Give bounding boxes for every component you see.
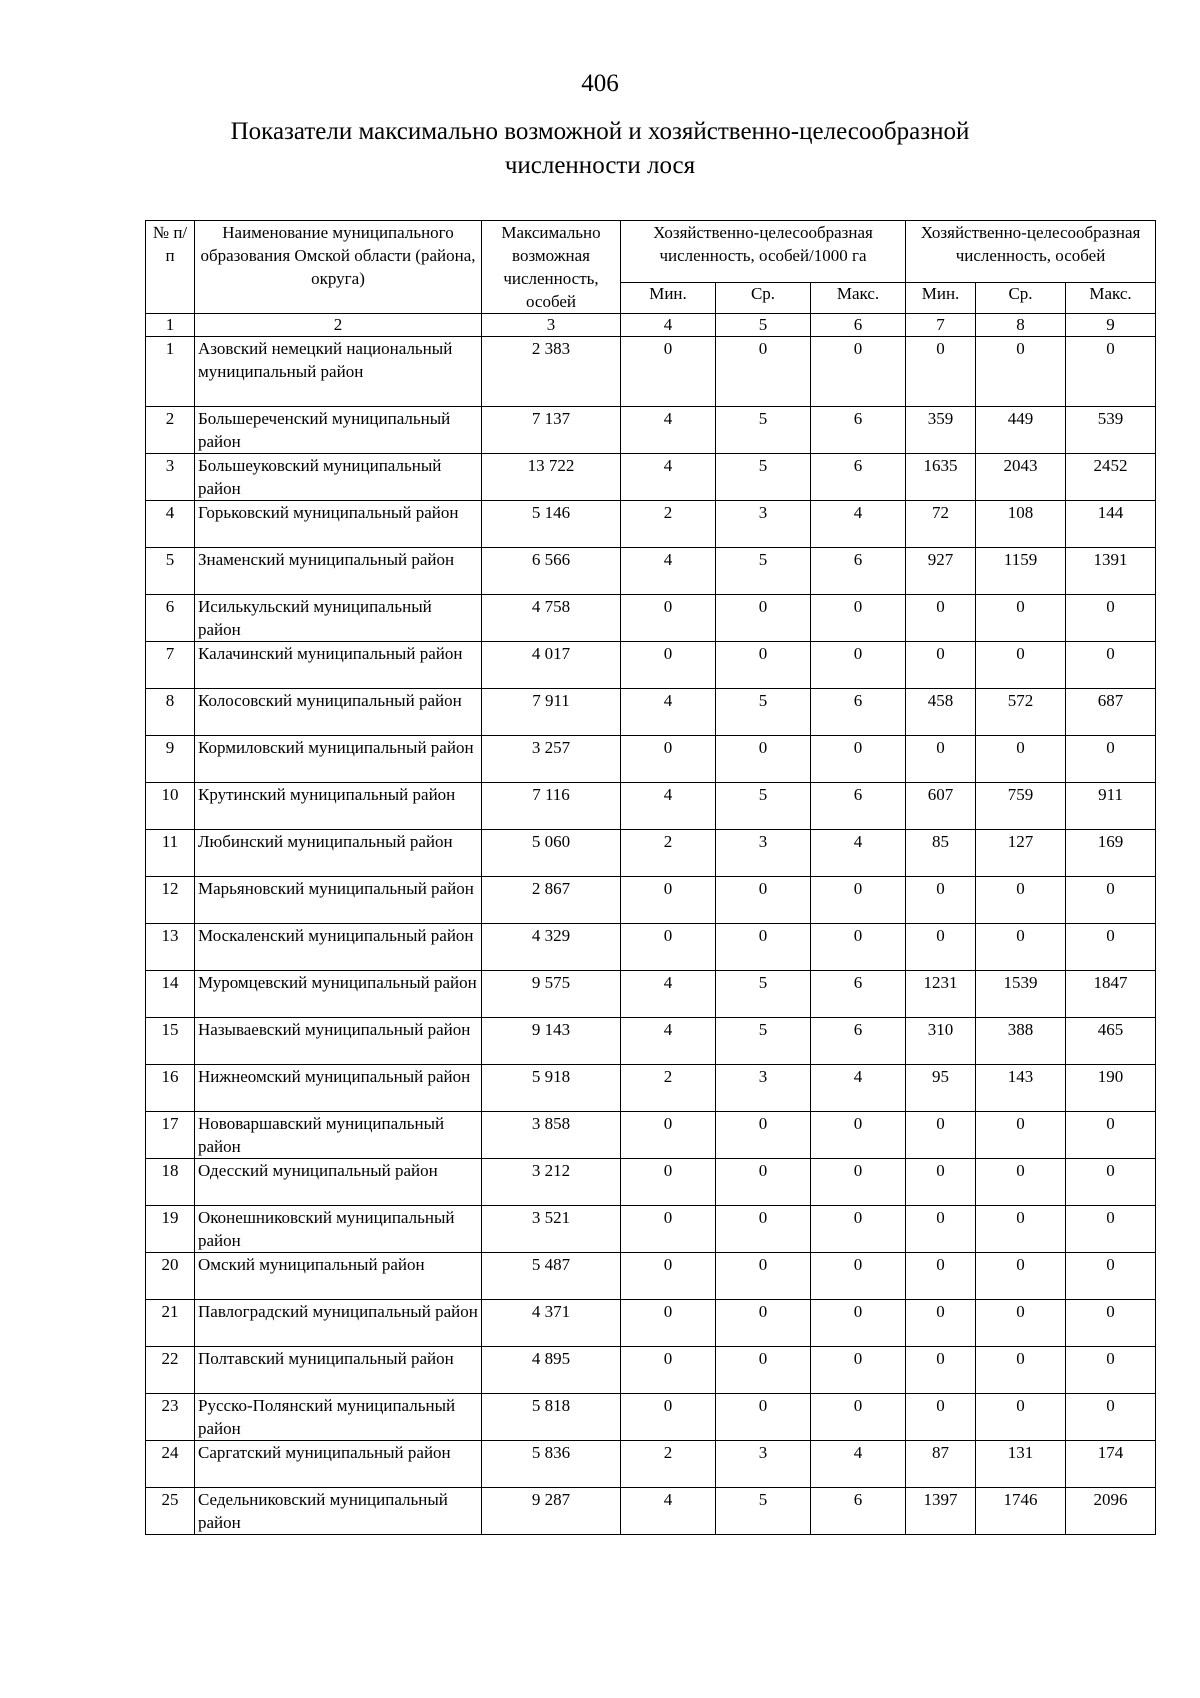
max-possible-count: 9 575 <box>482 971 621 1018</box>
column-index-row <box>146 314 1156 337</box>
column-index: 5 <box>716 314 811 337</box>
density-max: 0 <box>811 1159 906 1206</box>
row-number: 21 <box>146 1300 195 1347</box>
density-max: 4 <box>811 1065 906 1112</box>
density-max: 0 <box>811 1253 906 1300</box>
count-min: 87 <box>906 1441 976 1488</box>
column-index: 9 <box>1066 314 1156 337</box>
count-max: 169 <box>1066 830 1156 877</box>
count-min: 0 <box>906 595 976 642</box>
district-name: Марьяновский муниципальный район <box>195 877 482 924</box>
count-avg: 0 <box>976 642 1066 689</box>
header-no: № п/п <box>146 221 195 314</box>
density-max: 4 <box>811 501 906 548</box>
row-number: 1 <box>146 337 195 407</box>
district-name: Называевский муниципальный район <box>195 1018 482 1065</box>
count-max: 1391 <box>1066 548 1156 595</box>
max-possible-count: 3 212 <box>482 1159 621 1206</box>
density-avg: 0 <box>716 1112 811 1159</box>
district-name: Горьковский муниципальный район <box>195 501 482 548</box>
table-row <box>146 1018 1156 1065</box>
table-row <box>146 924 1156 971</box>
density-min: 0 <box>621 736 716 783</box>
count-avg: 572 <box>976 689 1066 736</box>
district-name: Оконешниковский муниципальный район <box>195 1206 482 1253</box>
density-max: 4 <box>811 1441 906 1488</box>
district-name: Полтавский муниципальный район <box>195 1347 482 1394</box>
density-max: 0 <box>811 1112 906 1159</box>
density-avg: 5 <box>716 548 811 595</box>
count-min: 0 <box>906 1112 976 1159</box>
district-name: Муромцевский муниципальный район <box>195 971 482 1018</box>
density-max: 6 <box>811 1018 906 1065</box>
count-min: 95 <box>906 1065 976 1112</box>
max-possible-count: 5 487 <box>482 1253 621 1300</box>
density-avg: 5 <box>716 1488 811 1535</box>
count-max: 2452 <box>1066 454 1156 501</box>
column-index: 8 <box>976 314 1066 337</box>
density-min: 2 <box>621 501 716 548</box>
count-avg: 449 <box>976 407 1066 454</box>
density-avg: 0 <box>716 1347 811 1394</box>
row-number: 6 <box>146 595 195 642</box>
header-max-possible: Максимально возможная численность, особей <box>482 221 621 314</box>
max-possible-count: 3 858 <box>482 1112 621 1159</box>
density-avg: 0 <box>716 1159 811 1206</box>
column-index: 7 <box>906 314 976 337</box>
count-min: 1397 <box>906 1488 976 1535</box>
density-avg: 0 <box>716 736 811 783</box>
count-min: 0 <box>906 736 976 783</box>
density-max: 0 <box>811 877 906 924</box>
count-min: 0 <box>906 1394 976 1441</box>
max-possible-count: 7 116 <box>482 783 621 830</box>
count-avg: 0 <box>976 595 1066 642</box>
district-name: Калачинский муниципальный район <box>195 642 482 689</box>
count-avg: 0 <box>976 924 1066 971</box>
density-avg: 5 <box>716 783 811 830</box>
count-max: 687 <box>1066 689 1156 736</box>
district-name: Большеуковский муниципальный район <box>195 454 482 501</box>
table-row <box>146 1394 1156 1441</box>
count-avg: 0 <box>976 1253 1066 1300</box>
density-min: 0 <box>621 1347 716 1394</box>
count-avg: 0 <box>976 1112 1066 1159</box>
row-number: 3 <box>146 454 195 501</box>
moose-population-table <box>145 220 1156 1535</box>
table-row <box>146 1159 1156 1206</box>
count-min: 0 <box>906 1253 976 1300</box>
density-max: 6 <box>811 783 906 830</box>
density-max: 6 <box>811 1488 906 1535</box>
row-number: 4 <box>146 501 195 548</box>
header-count-min: Мин. <box>906 283 976 314</box>
district-name: Любинский муниципальный район <box>195 830 482 877</box>
count-max: 2096 <box>1066 1488 1156 1535</box>
density-min: 0 <box>621 1112 716 1159</box>
density-avg: 5 <box>716 454 811 501</box>
row-number: 15 <box>146 1018 195 1065</box>
density-min: 0 <box>621 924 716 971</box>
count-avg: 0 <box>976 877 1066 924</box>
density-max: 0 <box>811 642 906 689</box>
density-avg: 0 <box>716 877 811 924</box>
density-avg: 5 <box>716 971 811 1018</box>
count-max: 190 <box>1066 1065 1156 1112</box>
max-possible-count: 5 836 <box>482 1441 621 1488</box>
count-max: 0 <box>1066 1300 1156 1347</box>
max-possible-count: 6 566 <box>482 548 621 595</box>
column-index: 3 <box>482 314 621 337</box>
count-avg: 108 <box>976 501 1066 548</box>
count-min: 927 <box>906 548 976 595</box>
max-possible-count: 7 137 <box>482 407 621 454</box>
count-max: 0 <box>1066 1347 1156 1394</box>
count-avg: 127 <box>976 830 1066 877</box>
density-avg: 0 <box>716 1253 811 1300</box>
table-row <box>146 736 1156 783</box>
count-avg: 0 <box>976 1394 1066 1441</box>
count-avg: 1539 <box>976 971 1066 1018</box>
count-min: 0 <box>906 337 976 407</box>
count-max: 0 <box>1066 924 1156 971</box>
count-avg: 0 <box>976 736 1066 783</box>
count-max: 0 <box>1066 642 1156 689</box>
count-max: 465 <box>1066 1018 1156 1065</box>
table-row <box>146 1206 1156 1253</box>
count-max: 539 <box>1066 407 1156 454</box>
district-name: Большереченский муниципальный район <box>195 407 482 454</box>
density-avg: 3 <box>716 1065 811 1112</box>
density-avg: 0 <box>716 595 811 642</box>
count-max: 0 <box>1066 1394 1156 1441</box>
header-density-max: Макс. <box>811 283 906 314</box>
count-min: 0 <box>906 924 976 971</box>
district-name: Москаленский муниципальный район <box>195 924 482 971</box>
table-row <box>146 1065 1156 1112</box>
count-max: 0 <box>1066 595 1156 642</box>
district-name: Русско-Полянский муниципальный район <box>195 1394 482 1441</box>
count-min: 458 <box>906 689 976 736</box>
count-avg: 1746 <box>976 1488 1066 1535</box>
column-index: 6 <box>811 314 906 337</box>
max-possible-count: 3 521 <box>482 1206 621 1253</box>
density-min: 0 <box>621 1206 716 1253</box>
count-avg: 143 <box>976 1065 1066 1112</box>
row-number: 16 <box>146 1065 195 1112</box>
row-number: 13 <box>146 924 195 971</box>
column-index: 4 <box>621 314 716 337</box>
row-number: 17 <box>146 1112 195 1159</box>
density-max: 0 <box>811 595 906 642</box>
row-number: 10 <box>146 783 195 830</box>
header-density-avg: Ср. <box>716 283 811 314</box>
density-min: 0 <box>621 1253 716 1300</box>
district-name: Колосовский муниципальный район <box>195 689 482 736</box>
max-possible-count: 7 911 <box>482 689 621 736</box>
count-avg: 759 <box>976 783 1066 830</box>
count-avg: 2043 <box>976 454 1066 501</box>
count-max: 0 <box>1066 1253 1156 1300</box>
density-min: 0 <box>621 1159 716 1206</box>
header-count-group: Хозяйственно-целесообразная численность, особей <box>906 221 1156 283</box>
density-min: 4 <box>621 783 716 830</box>
count-avg: 0 <box>976 337 1066 407</box>
column-index: 2 <box>195 314 482 337</box>
district-name: Нижнеомский муниципальный район <box>195 1065 482 1112</box>
district-name: Кормиловский муниципальный район <box>195 736 482 783</box>
table-row <box>146 1112 1156 1159</box>
table-row <box>146 783 1156 830</box>
count-avg: 388 <box>976 1018 1066 1065</box>
table-row <box>146 689 1156 736</box>
table-row <box>146 595 1156 642</box>
count-avg: 1159 <box>976 548 1066 595</box>
count-min: 359 <box>906 407 976 454</box>
count-max: 0 <box>1066 1159 1156 1206</box>
density-min: 0 <box>621 1300 716 1347</box>
count-min: 85 <box>906 830 976 877</box>
count-min: 0 <box>906 642 976 689</box>
density-max: 0 <box>811 736 906 783</box>
district-name: Омский муниципальный район <box>195 1253 482 1300</box>
row-number: 14 <box>146 971 195 1018</box>
row-number: 23 <box>146 1394 195 1441</box>
count-max: 144 <box>1066 501 1156 548</box>
count-max: 174 <box>1066 1441 1156 1488</box>
max-possible-count: 5 918 <box>482 1065 621 1112</box>
district-name: Седельниковский муниципальный район <box>195 1488 482 1535</box>
title-line-1: Показатели максимально возможной и хозяйственно-целесообразной <box>230 118 970 145</box>
row-number: 9 <box>146 736 195 783</box>
count-avg: 0 <box>976 1347 1066 1394</box>
district-name: Исилькульский муниципальный район <box>195 595 482 642</box>
density-min: 4 <box>621 454 716 501</box>
count-min: 0 <box>906 1347 976 1394</box>
density-max: 0 <box>811 1206 906 1253</box>
count-max: 0 <box>1066 1112 1156 1159</box>
density-max: 6 <box>811 548 906 595</box>
density-avg: 5 <box>716 1018 811 1065</box>
density-min: 0 <box>621 595 716 642</box>
district-name: Одесский муниципальный район <box>195 1159 482 1206</box>
density-max: 6 <box>811 454 906 501</box>
density-avg: 5 <box>716 407 811 454</box>
row-number: 22 <box>146 1347 195 1394</box>
row-number: 7 <box>146 642 195 689</box>
density-min: 4 <box>621 407 716 454</box>
row-number: 24 <box>146 1441 195 1488</box>
table-row <box>146 877 1156 924</box>
count-min: 1635 <box>906 454 976 501</box>
count-avg: 0 <box>976 1206 1066 1253</box>
table-row <box>146 1347 1156 1394</box>
row-number: 8 <box>146 689 195 736</box>
density-min: 0 <box>621 642 716 689</box>
district-name: Азовский немецкий национальный муниципальный район <box>195 337 482 407</box>
table-row <box>146 501 1156 548</box>
row-number: 18 <box>146 1159 195 1206</box>
density-min: 2 <box>621 830 716 877</box>
density-max: 0 <box>811 924 906 971</box>
table-row <box>146 642 1156 689</box>
density-avg: 5 <box>716 689 811 736</box>
table-row <box>146 1441 1156 1488</box>
count-max: 0 <box>1066 1206 1156 1253</box>
header-count-avg: Ср. <box>976 283 1066 314</box>
density-min: 0 <box>621 1394 716 1441</box>
header-count-max: Макс. <box>1066 283 1156 314</box>
density-min: 4 <box>621 971 716 1018</box>
count-min: 1231 <box>906 971 976 1018</box>
row-number: 25 <box>146 1488 195 1535</box>
density-max: 4 <box>811 830 906 877</box>
count-avg: 0 <box>976 1159 1066 1206</box>
density-min: 4 <box>621 1488 716 1535</box>
count-max: 0 <box>1066 877 1156 924</box>
count-min: 72 <box>906 501 976 548</box>
count-min: 607 <box>906 783 976 830</box>
density-avg: 3 <box>716 1441 811 1488</box>
density-min: 0 <box>621 337 716 407</box>
row-number: 19 <box>146 1206 195 1253</box>
density-avg: 0 <box>716 924 811 971</box>
density-min: 4 <box>621 548 716 595</box>
row-number: 2 <box>146 407 195 454</box>
max-possible-count: 5 060 <box>482 830 621 877</box>
max-possible-count: 4 017 <box>482 642 621 689</box>
density-avg: 3 <box>716 501 811 548</box>
max-possible-count: 5 818 <box>482 1394 621 1441</box>
table-row <box>146 454 1156 501</box>
count-max: 0 <box>1066 337 1156 407</box>
count-max: 1847 <box>1066 971 1156 1018</box>
density-min: 0 <box>621 877 716 924</box>
row-number: 20 <box>146 1253 195 1300</box>
max-possible-count: 9 143 <box>482 1018 621 1065</box>
district-name: Крутинский муниципальный район <box>195 783 482 830</box>
density-avg: 3 <box>716 830 811 877</box>
density-avg: 0 <box>716 642 811 689</box>
count-avg: 0 <box>976 1300 1066 1347</box>
district-name: Павлоградский муниципальный район <box>195 1300 482 1347</box>
max-possible-count: 13 722 <box>482 454 621 501</box>
density-avg: 0 <box>716 1206 811 1253</box>
density-min: 4 <box>621 1018 716 1065</box>
max-possible-count: 4 329 <box>482 924 621 971</box>
row-number: 5 <box>146 548 195 595</box>
count-min: 0 <box>906 1206 976 1253</box>
max-possible-count: 3 257 <box>482 736 621 783</box>
table-row <box>146 1253 1156 1300</box>
table-row <box>146 971 1156 1018</box>
count-max: 911 <box>1066 783 1156 830</box>
district-name: Саргатский муниципальный район <box>195 1441 482 1488</box>
max-possible-count: 2 867 <box>482 877 621 924</box>
page-number: 406 <box>581 70 619 97</box>
count-avg: 131 <box>976 1441 1066 1488</box>
max-possible-count: 4 895 <box>482 1347 621 1394</box>
table-row <box>146 1488 1156 1535</box>
header-row-main <box>146 221 1156 283</box>
max-possible-count: 9 287 <box>482 1488 621 1535</box>
count-min: 0 <box>906 1159 976 1206</box>
density-avg: 0 <box>716 1300 811 1347</box>
density-max: 0 <box>811 1347 906 1394</box>
table-row <box>146 337 1156 407</box>
count-max: 0 <box>1066 736 1156 783</box>
header-density-group: Хозяйственно-целесообразная численность, особей/1000 га <box>621 221 906 283</box>
density-max: 6 <box>811 407 906 454</box>
density-max: 0 <box>811 1300 906 1347</box>
density-min: 2 <box>621 1441 716 1488</box>
count-min: 0 <box>906 877 976 924</box>
max-possible-count: 5 146 <box>482 501 621 548</box>
count-min: 310 <box>906 1018 976 1065</box>
table-row <box>146 1300 1156 1347</box>
row-number: 11 <box>146 830 195 877</box>
row-number: 12 <box>146 877 195 924</box>
count-min: 0 <box>906 1300 976 1347</box>
table-row <box>146 830 1156 877</box>
header-name: Наименование муниципального образования Омской области (района, округа) <box>195 221 482 314</box>
max-possible-count: 4 371 <box>482 1300 621 1347</box>
table-row <box>146 407 1156 454</box>
density-max: 6 <box>811 689 906 736</box>
density-avg: 0 <box>716 337 811 407</box>
header-density-min: Мин. <box>621 283 716 314</box>
max-possible-count: 2 383 <box>482 337 621 407</box>
density-avg: 0 <box>716 1394 811 1441</box>
document-title <box>0 115 1200 183</box>
table-row <box>146 548 1156 595</box>
max-possible-count: 4 758 <box>482 595 621 642</box>
district-name: Знаменский муниципальный район <box>195 548 482 595</box>
density-max: 0 <box>811 337 906 407</box>
density-min: 4 <box>621 689 716 736</box>
density-min: 2 <box>621 1065 716 1112</box>
density-max: 6 <box>811 971 906 1018</box>
column-index: 1 <box>146 314 195 337</box>
density-max: 0 <box>811 1394 906 1441</box>
district-name: Нововаршавский муниципальный район <box>195 1112 482 1159</box>
title-line-2: численности лося <box>504 152 696 179</box>
